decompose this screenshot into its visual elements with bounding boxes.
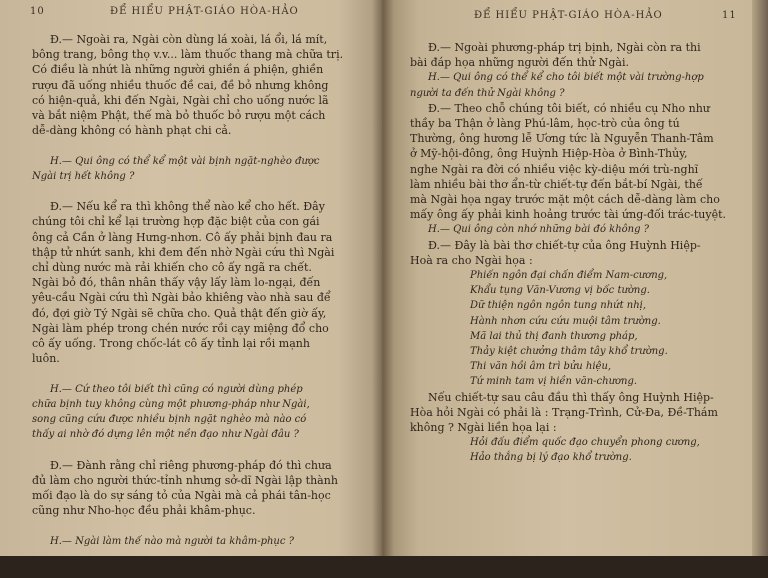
text-line: luôn. (32, 352, 60, 366)
text-line: có hiện-quả, khi đến Ngài, Ngài chỉ cho uống nước lã (32, 93, 329, 107)
text-line: Thường, ông hương lễ Ương tức là Nguyễn Thanh-Tâm (410, 132, 714, 146)
text-line: ông cả Cần ở làng Hưng-nhơn. Cô ấy phải bịnh đau ra (32, 230, 333, 244)
text-line: Tứ minh tam vị hiền văn-chương. (470, 376, 638, 388)
book-gutter (372, 0, 394, 560)
text-line: Phiến ngôn đại chấn điểm Nam-cương, (470, 270, 668, 282)
left-page (0, 0, 384, 560)
text-line: H.— Qui ông có thể kể một vài bịnh ngặt-nghèo được (50, 155, 320, 167)
text-line: Thi văn hồi âm trì bửu hiệu, (470, 361, 612, 373)
text-line: Đ.— Theo chỗ chúng tôi biết, có nhiều cụ Nho như (428, 101, 710, 115)
text-line: mấy ông ấy phải kinh hoảng trước tài ứng-đối trác-tuyệt. (410, 208, 727, 222)
text-line: Ngài trị hết không ? (32, 170, 135, 182)
text-line: Thảy kiệt chưởng thâm tây khổ trường. (470, 346, 668, 358)
text-line: H.— Ngài làm thế nào mà người ta khâm-phục ? (50, 535, 294, 547)
text-line: H.— Qui ông còn nhớ những bài đó không ? (428, 224, 650, 236)
text-line: không ? Ngài liền họa lại : (410, 421, 557, 435)
text-line (32, 442, 343, 457)
text-line (32, 366, 343, 381)
text-line: H.— Qui ông có thể kể cho tôi biết một vài trường-hợp (428, 72, 704, 84)
text-line: Hòa hỏi Ngài có phải là : Trạng-Trình, Cử-Đa, Đề-Thám (410, 405, 718, 419)
right-page-text (410, 40, 726, 466)
text-line: Dữ thiện ngôn ngôn tung nhứt nhị, (470, 300, 647, 312)
text-line: chúng tôi chỉ kể lại trường hợp đặc biệt của con gái (32, 215, 320, 229)
text-line: Hỏi đấu điểm quốc đạo chuyển phong cương, (470, 437, 700, 449)
left-running-head: ĐỂ HIỂU PHẬT-GIÁO HÒA-HẢO (110, 6, 299, 17)
right-page (382, 0, 752, 560)
text-line: song cũng cứu được nhiều bịnh ngặt nghèo mà nào có (32, 414, 307, 426)
text-line: thầy ba Thận ở làng Phú-lâm, học-trò của ông tú (410, 117, 680, 131)
right-running-head: ĐỂ HIỂU PHẬT-GIÁO HÒA-HẢO (474, 10, 663, 21)
left-page-number: 10 (30, 6, 45, 17)
text-line: người ta đến thử Ngài không ? (410, 87, 565, 99)
text-line: Mã lai thủ thị đanh thương pháp, (470, 330, 638, 342)
table-surface (0, 556, 768, 578)
text-line: dễ-dàng không có hành phạt chi cả. (32, 124, 232, 138)
text-line: bài đáp họa những người đến thử Ngài. (410, 56, 629, 70)
text-line: đó, đợi giờ Tý Ngài sẽ chữa cho. Quả thật đến giờ ấy, (32, 306, 327, 320)
right-page-number: 11 (722, 10, 737, 21)
text-line: chữa bịnh tuy không cùng một phương-pháp như Ngài, (32, 398, 310, 410)
text-line: thấy ai nhờ đó dựng lên một nền đạo như Ngài đâu ? (32, 429, 299, 441)
text-line: và bắt niệm Phật, thế mà bỏ thuốc bỏ rượu một cách (32, 109, 326, 123)
text-line (32, 138, 343, 153)
text-line: chỉ dùng nước mà rải khiến cho cô ấy ngã ra chết. (32, 261, 312, 275)
text-line: Có điều là nhứt là những người ghiền á phiện, ghiền (32, 63, 324, 77)
text-line: Ngài làm phép trong chén nước rồi cạy miệng đổ cho (32, 321, 329, 335)
text-line: Đ.— Đành rằng chỉ riêng phương-pháp đó thì chưa (50, 458, 332, 472)
text-line: mối đạo là do sự sáng tỏ của Ngài mà cả phái tân-học (32, 489, 331, 503)
page-edges (752, 0, 768, 578)
text-line: làm nhiều bài thơ ẩn-từ chiết-tự đến bắt-bí Ngài, thế (410, 177, 703, 191)
text-line: mà Ngài họa ngay trước mặt một cách dễ-dàng làm cho (410, 193, 720, 207)
text-line: ở Mỹ-hội-đông, ông Huỳnh Hiệp-Hòa ở Bình-Thủy, (410, 147, 688, 161)
text-line: rượu đã uống nhiều thuốc đề cai, đề bỏ nhưng không (32, 78, 329, 92)
text-line: Ngài bỏ đó, thân nhân thấy vậy lấy làm lo-ngại, đến (32, 276, 321, 290)
text-line: Khẩu tụng Văn-Vương vị bốc tường. (470, 285, 650, 297)
text-line: nghe Ngài ra đời có nhiều việc kỳ-diệu mới trù-nghĩ (410, 162, 699, 176)
text-line: cũng như Nho-học đều phải khâm-phục. (32, 504, 256, 518)
text-line: Đ.— Nếu kể ra thì không thể nào kể cho hết. Đây (50, 200, 325, 214)
text-line: Nếu chiết-tự sau câu đầu thì thấy ông Huỳnh Hiệp- (428, 390, 714, 404)
text-line: bông trang, bông thọ v.v... làm thuốc thang mà chữa trị. (32, 48, 344, 62)
text-line (32, 519, 343, 534)
text-line: Hảo thắng bị lý đạo khổ trường. (470, 452, 632, 464)
text-line: Đ.— Ngoài phương-pháp trị bịnh, Ngài còn ra thi (428, 41, 701, 54)
text-line: cô ấy uống. Trong chốc-lát cô ấy tỉnh lại rồi mạnh (32, 337, 310, 351)
text-line: Hoà ra cho Ngài họa : (410, 253, 533, 267)
text-line: đủ làm cho người thức-tỉnh nhưng sở-dĩ Ngài lập thành (32, 473, 338, 487)
text-line: Hành nhơn cứu cứu muội tâm trường. (470, 315, 661, 327)
text-line: yêu-cầu Ngài cứu thì Ngài bảo khiêng vào nhà sau để (32, 291, 331, 305)
left-page-text (32, 32, 343, 549)
text-line (32, 184, 343, 199)
text-line: thập tử nhứt sanh, khi đem đến nhờ Ngài cứu thì Ngài (32, 245, 335, 259)
text-line: H.— Cứ theo tôi biết thì cũng có người dùng phép (50, 383, 303, 395)
text-line: Đ.— Ngoài ra, Ngài còn dùng lá xoài, lá ổi, lá mít, (50, 33, 328, 46)
text-line: Đ.— Đây là bài thơ chiết-tự của ông Huỳnh Hiệp- (428, 238, 701, 252)
